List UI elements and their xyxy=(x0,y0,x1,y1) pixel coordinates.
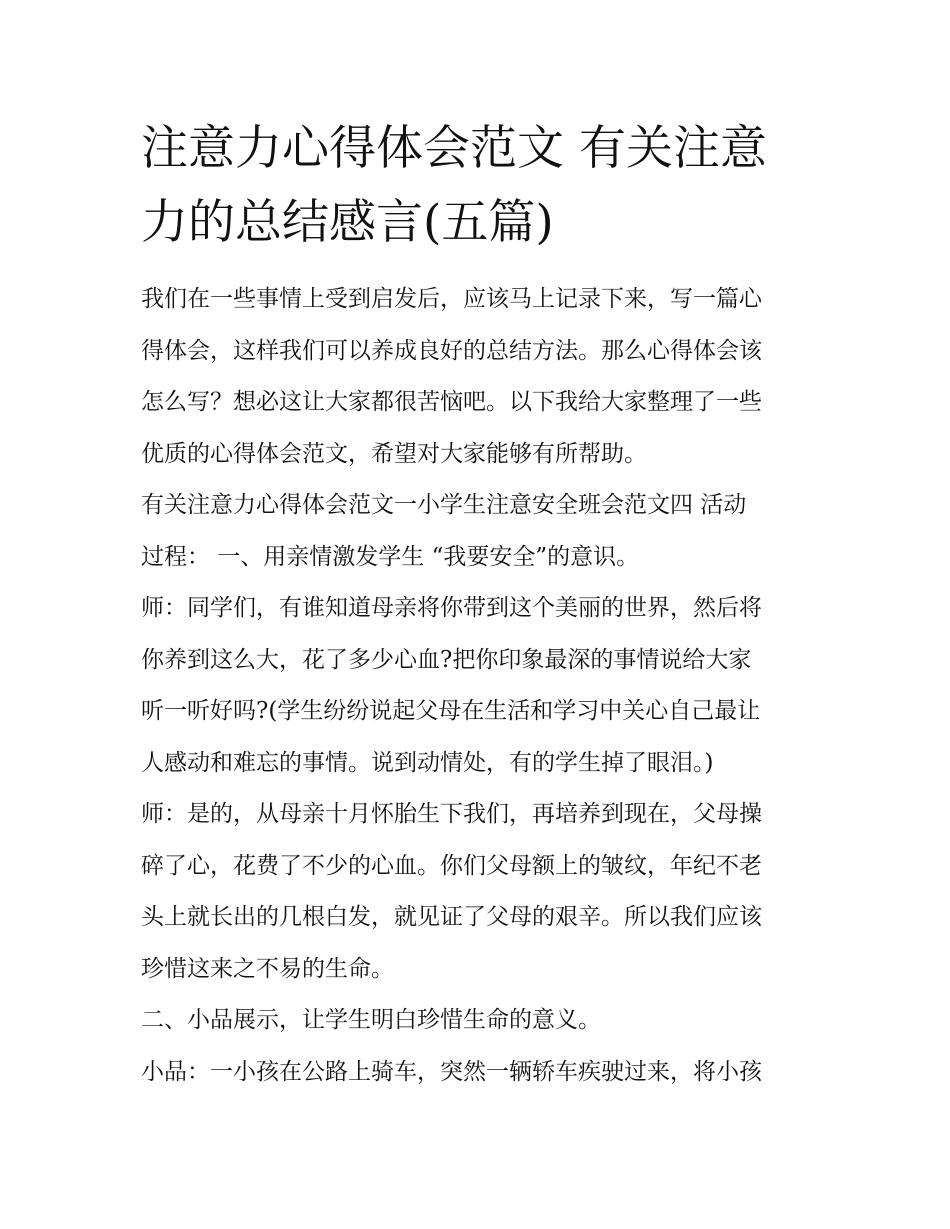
text-line: 二、小品展示，让学生明白珍惜生命的意义。 xyxy=(141,1007,601,1033)
document-body xyxy=(141,274,813,1098)
paragraph-teacher-question xyxy=(141,583,813,789)
text-line: 师：是的，从母亲十月怀胎生下我们，再培养到现在，父母操 xyxy=(141,801,762,827)
text-line: 怎么写？想必这让大家都很苦恼吧。以下我给大家整理了一些 xyxy=(141,389,762,415)
paragraph-section-heading xyxy=(141,480,813,583)
text-line: 小品：一小孩在公路上骑车，突然一辆轿车疾驶过来，将小孩 xyxy=(141,1058,762,1085)
paragraph-intro xyxy=(141,274,813,480)
text-line: 珍惜这来之不易的生命。 xyxy=(141,955,394,982)
text-line: 人感动和难忘的事情。说到动情处，有的学生掉了眼泪。) xyxy=(141,749,714,776)
text-line: 头上就长出的几根白发，就见证了父母的艰辛。所以我们应该 xyxy=(141,904,762,930)
document-title xyxy=(141,112,813,260)
text-line: 你养到这么大，花了多少心血?把你印象最深的事情说给大家 xyxy=(141,646,752,673)
document-page xyxy=(141,112,813,1098)
paragraph-teacher-response xyxy=(141,789,813,995)
title-line: 力的总结感言(五篇) xyxy=(141,195,554,250)
text-line: 听一听好吗?(学生纷纷说起父母在生活和学习中关心自己最让 xyxy=(141,698,761,724)
text-line: 师：同学们，有谁知道母亲将你带到这个美丽的世界，然后将 xyxy=(141,595,762,621)
text-line: 我们在一些事情上受到启发后，应该马上记录下来，写一篇心 xyxy=(141,286,762,312)
title-line: 注意力心得体会范文 有关注意 xyxy=(141,121,767,176)
text-line: 有关注意力心得体会范文一小学生注意安全班会范文四 活动 xyxy=(141,492,747,518)
text-line: 得体会，这样我们可以养成良好的总结方法。那么心得体会该 xyxy=(141,337,762,364)
text-line: 过程： 一、用亲情激发学生 “我要安全”的意识。 xyxy=(141,543,640,570)
paragraph-section-two xyxy=(141,995,813,1047)
text-line: 碎了心，花费了不少的心血。你们父母额上的皱纹，年纪不老 xyxy=(141,852,762,879)
text-line: 优质的心得体会范文，希望对大家能够有所帮助。 xyxy=(141,440,647,467)
paragraph-skit xyxy=(141,1047,813,1099)
